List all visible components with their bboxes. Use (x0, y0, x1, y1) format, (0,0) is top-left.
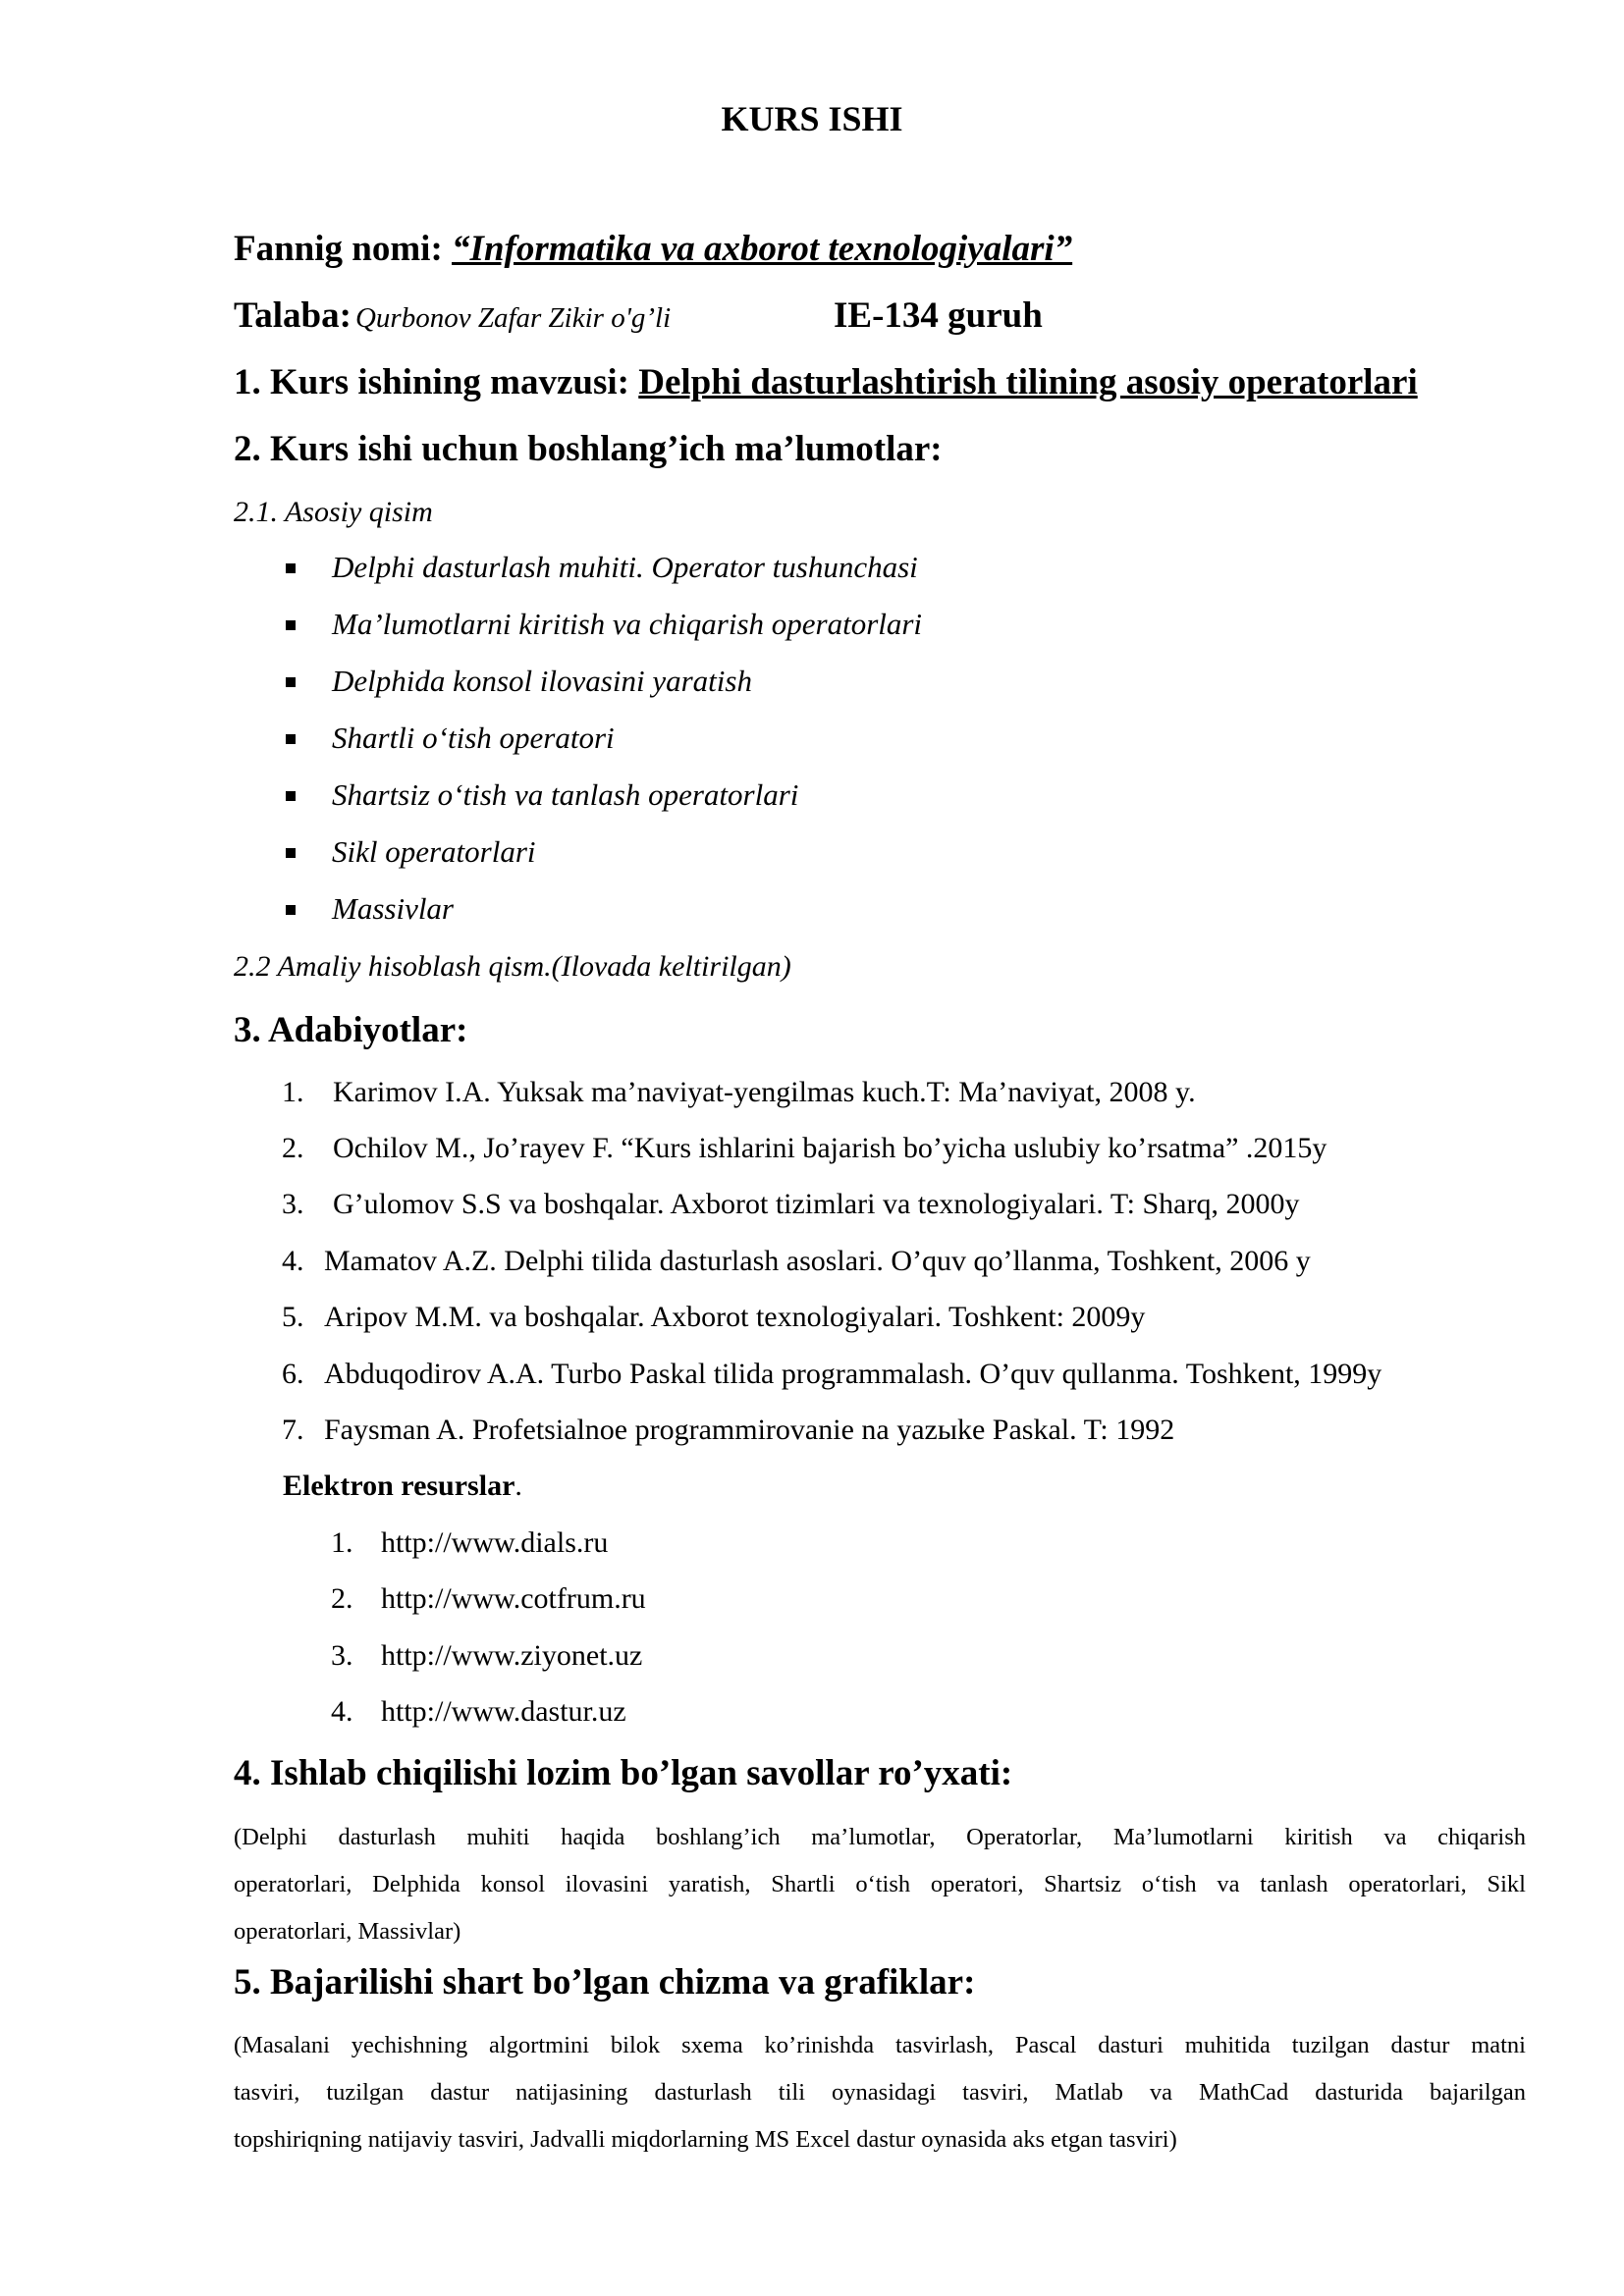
list-item-text: Massivlar (332, 891, 454, 926)
reference-text: Karimov I.A. Yuksak ma’naviyat-yengilmas kuch.T: Ma’naviyat, 2008 y. (333, 1076, 1196, 1108)
electronic-resources-title: Elektron resurslar (283, 1469, 515, 1502)
reference-number: 5. (282, 1301, 304, 1333)
bullet-icon (286, 734, 296, 744)
bullet-icon (286, 563, 296, 573)
paragraph-line: operatorlari, Delphida konsol ilovasini yaratish, Shartli o‘tish operatori, Shartsiz o‘tish va tanlash operatorlari, Sikl (234, 1871, 1526, 1897)
list-item-text: Shartli o‘tish operatori (332, 721, 615, 755)
student-line (234, 294, 671, 337)
subject-line (234, 228, 1072, 270)
link-url[interactable]: http://www.dials.ru (381, 1526, 609, 1559)
bullet-icon (286, 848, 296, 858)
reference-text: Aripov M.M. va boshqalar. Axborot texnologiyalari. Toshkent: 2009y (324, 1301, 1146, 1333)
bullet-icon (286, 791, 296, 801)
link-url[interactable]: http://www.ziyonet.uz (381, 1639, 643, 1672)
paragraph-line: operatorlari, Massivlar) (234, 1918, 461, 1945)
paragraph-line: topshiriqning natijaviy tasviri, Jadvalli miqdorlarning MS Excel dastur oynasida aks etgan tasviri) (234, 2126, 1177, 2153)
section2-heading: 2. Kurs ishi uchun boshlang’ich ma’lumotlar: (234, 429, 943, 469)
reference-text: Abduqodirov A.A. Turbo Paskal tilida programmalash. O’quv qullanma. Toshkent, 1999y (324, 1358, 1382, 1390)
reference-text: G’ulomov S.S va boshqalar. Axborot tizimlari va texnologiyalari. T: Sharq, 2000y (333, 1188, 1300, 1220)
section4-heading: 4. Ishlab chiqilishi lozim bo’lgan savollar ro’yxati: (234, 1753, 1013, 1793)
section4-paragraph (234, 1814, 1526, 1955)
list-item-text: Sikl operatorlari (332, 834, 536, 869)
section5-heading: 5. Bajarilishi shart bo’lgan chizma va grafiklar: (234, 1962, 976, 2002)
bullet-icon (286, 905, 296, 915)
section2-sub1: 2.1. Asosiy qisim (234, 496, 433, 528)
subject-value: “Informatika va axborot texnologiyalari” (452, 229, 1073, 269)
link-url[interactable]: http://www.cotfrum.ru (381, 1582, 646, 1615)
student-label: Talaba: (234, 295, 352, 336)
paragraph-line: (Delphi dasturlash muhiti haqida boshlang’ich ma’lumotlar, Operatorlar, Ma’lumotlarni kiritish va chiqarish (234, 1824, 1526, 1850)
subject-label: Fannig nomi: (234, 229, 443, 269)
reference-number: 4. (282, 1245, 304, 1277)
reference-number: 3. (282, 1188, 304, 1220)
link-number: 4. (331, 1695, 353, 1728)
link-number: 3. (331, 1639, 353, 1672)
reference-text: Ochilov M., Jo’rayev F. “Kurs ishlarini bajarish bo’yicha uslubiy ko’rsatma” .2015y (333, 1132, 1327, 1164)
electronic-resources-label (283, 1469, 522, 1503)
reference-number: 1. (282, 1076, 304, 1108)
link-number: 2. (331, 1582, 353, 1615)
reference-number: 6. (282, 1358, 304, 1390)
list-item-text: Delphi dasturlash muhiti. Operator tushunchasi (332, 550, 918, 584)
reference-number: 7. (282, 1414, 304, 1446)
section1-label: 1. Kurs ishining mavzusi: (234, 362, 629, 402)
section1-line (234, 361, 1418, 403)
reference-text: Mamatov A.Z. Delphi tilida dasturlash asoslari. O’quv qo’llanma, Toshkent, 2006 y (324, 1245, 1311, 1277)
bullet-icon (286, 677, 296, 687)
student-group: IE-134 guruh (834, 295, 1043, 336)
reference-number: 2. (282, 1132, 304, 1164)
list-item-text: Delphida konsol ilovasini yaratish (332, 664, 752, 698)
list-item-text: Ma’lumotlarni kiritish va chiqarish operatorlari (332, 607, 923, 641)
section3-heading: 3. Adabiyotlar: (234, 1010, 468, 1050)
electronic-resources-dot: . (514, 1469, 522, 1502)
link-number: 1. (331, 1526, 353, 1559)
section2-sub2: 2.2 Amaliy hisoblash qism.(Ilovada keltirilgan) (234, 950, 791, 983)
student-name: Qurbonov Zafar Zikir o'g’li (354, 302, 672, 334)
paragraph-line: (Masalani yechishning algortmini bilok sxema ko’rinishda tasvirlash, Pascal dasturi muhitida tuzilgan dastur matni (234, 2032, 1526, 2058)
section1-value: Delphi dasturlashtirish tilining asosiy operatorlari (638, 362, 1418, 402)
bullet-icon (286, 620, 296, 630)
reference-text: Faysman A. Profetsialnoe programmirovanie na yazыke Paskal. T: 1992 (324, 1414, 1175, 1446)
link-url[interactable]: http://www.dastur.uz (381, 1695, 626, 1728)
section5-paragraph (234, 2022, 1526, 2163)
page-title: KURS ISHI (721, 99, 903, 138)
list-item-text: Shartsiz o‘tish va tanlash operatorlari (332, 777, 799, 812)
paragraph-line: tasviri, tuzilgan dastur natijasining dasturlash tili oynasidagi tasviri, Matlab va MathCad dasturida bajarilgan (234, 2079, 1526, 2106)
